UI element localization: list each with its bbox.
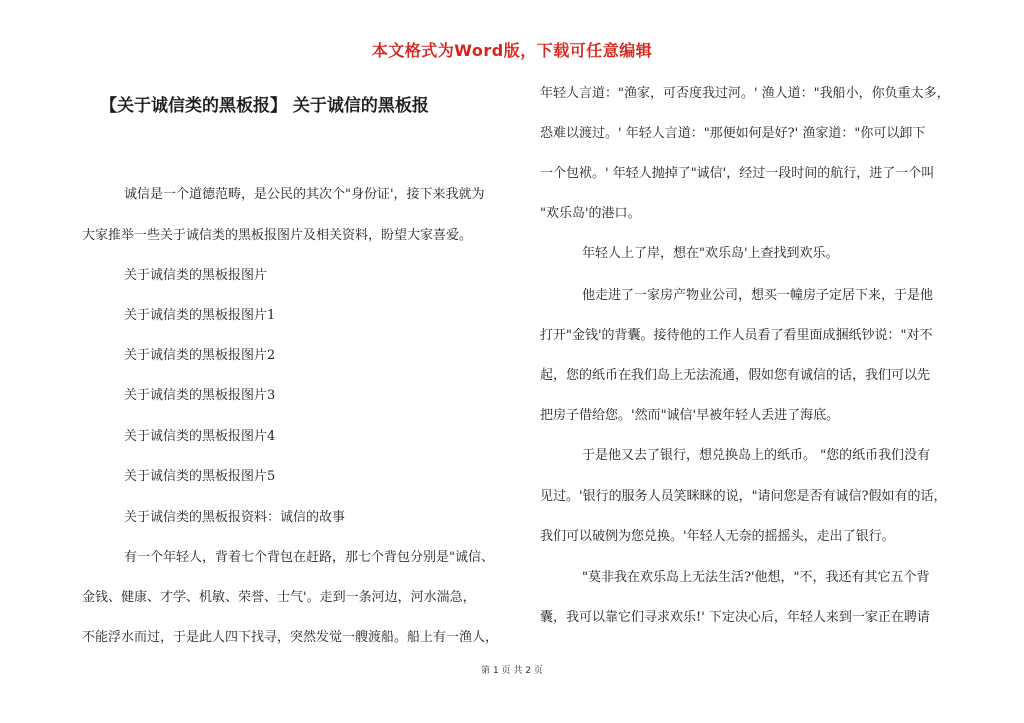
document-title: 【关于诚信类的黑板报】 关于诚信的黑板报 [100,96,429,116]
word-format-banner: 本文格式为Word版，下载可任意编辑 [371,41,653,60]
body-line: 关于诚信类的黑板报图片3 [124,388,276,403]
body-line: 恐难以渡过。' 年轻人言道："那便如何是好?' 渔家道："你可以卸下 [540,126,926,141]
body-line: 于是他又去了银行，想兑换岛上的纸币。 "您的纸币我们没有 [582,448,931,463]
body-line: 年轻人言道："渔家，可否度我过河。' 渔人道："我船小，你负重太多， [540,86,950,101]
body-line: 金钱、健康、才学、机敏、荣誉、士气'。走到一条河边，河水湍急， [82,590,476,605]
body-line: "莫非我在欢乐岛上无法生活?'他想，"不，我还有其它五个背 [582,570,930,585]
body-line: 关于诚信类的黑板报图片4 [124,429,276,444]
body-line: 一个包袱。' 年轻人抛掉了"诚信'，经过一段时间的航行，进了一个叫 [540,166,935,181]
body-line: 把房子借给您。'然而"诚信'早被年轻人丢进了海底。 [540,408,840,423]
body-line: 关于诚信类的黑板报图片5 [124,469,276,484]
body-line: 关于诚信类的黑板报图片2 [124,348,276,363]
body-line: 起，您的纸币在我们岛上无法流通，假如您有诚信的话，我们可以先 [540,368,931,383]
body-line: 我们可以破例为您兑换。'年轻人无奈的摇摇头，走出了银行。 [540,529,895,544]
body-line: 诚信是一个道德范畴，是公民的其次个"身份证'，接下来我就为 [124,187,485,202]
body-line: 囊，我可以靠它们寻求欢乐!' 下定决心后，年轻人来到一家正在聘请 [540,610,930,625]
body-line: 关于诚信类的黑板报资料：诚信的故事 [124,510,346,525]
body-line: 关于诚信类的黑板报图片1 [124,308,276,323]
body-line: 不能浮水而过，于是此人四下找寻，突然发觉一艘渡船。船上有一渔人， [82,630,499,645]
body-line: 他走进了一家房产物业公司，想买一幢房子定居下来，于是他 [582,288,934,303]
body-line: 打开"金钱'的背囊。接待他的工作人员看了看里面成捆纸钞说："对不 [540,328,933,343]
body-line: 关于诚信类的黑板报图片 [124,268,268,283]
page-number-footer: 第 1 页 共 2 页 [481,666,543,676]
body-line: "欢乐岛'的港口。 [540,206,641,221]
body-line: 年轻人上了岸，想在"欢乐岛'上查找到欢乐。 [582,246,839,261]
body-line: 大家推举一些关于诚信类的黑板报图片及相关资料，盼望大家喜爱。 [82,228,473,243]
body-line: 见过。'银行的服务人员笑眯眯的说，"请问您是否有诚信?假如有的话， [540,489,947,504]
body-line: 有一个年轻人，背着七个背包在赶路，那七个背包分别是"诚信、 [124,550,494,565]
